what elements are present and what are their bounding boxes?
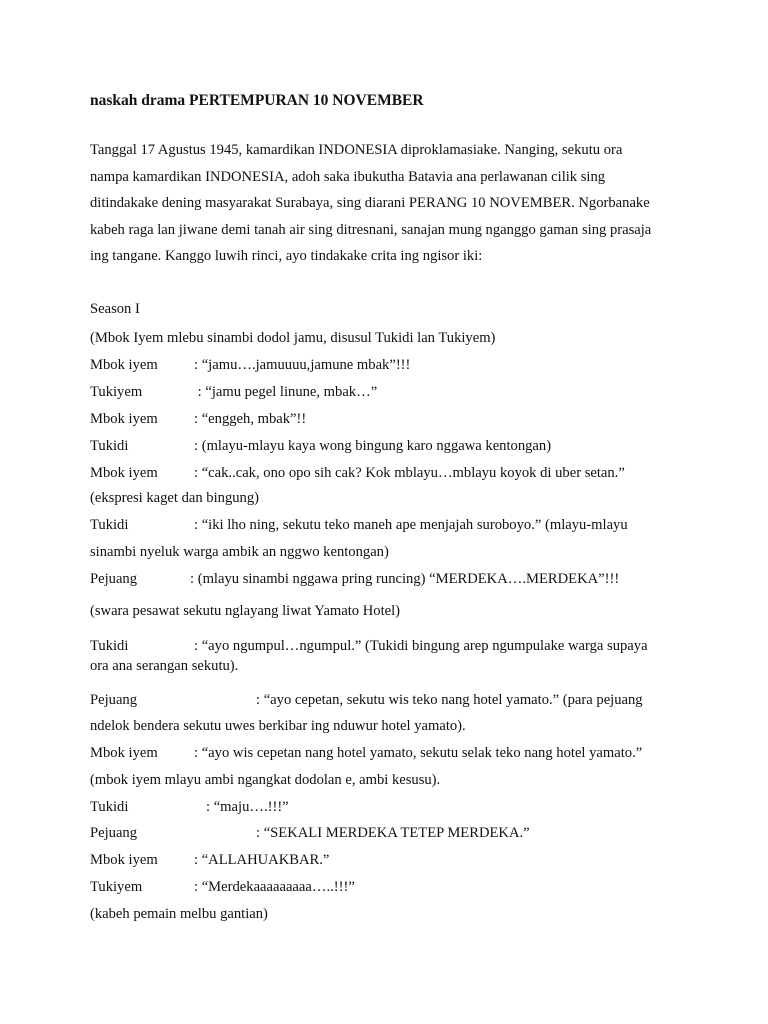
- script-line: [90, 716, 466, 736]
- script-line: [90, 601, 400, 621]
- speaker-name: Mbok iyem: [90, 465, 158, 481]
- script-text: : “jamu pegel linune, mbak…”: [194, 384, 378, 400]
- script-line: [90, 409, 306, 429]
- script-line: [90, 743, 642, 763]
- script-line: [90, 797, 289, 817]
- script-line: [90, 382, 377, 402]
- speaker-name: Pejuang: [90, 571, 138, 587]
- script-line: [90, 877, 355, 897]
- script-text: : “SEKALI MERDEKA TETEP MERDEKA.”: [256, 825, 530, 841]
- intro-line: ditindakake dening masyarakat Surabaya, sing diarani PERANG 10 NOVEMBER. Ngorbanake: [90, 195, 650, 212]
- season-heading: Season I: [90, 301, 140, 317]
- script-line: [90, 515, 628, 535]
- script-line: [90, 656, 238, 676]
- speaker-name: Pejuang: [90, 825, 138, 841]
- script-line: [90, 636, 648, 656]
- script-line: [90, 328, 495, 348]
- script-text: (mbok iyem mlayu ambi ngangkat dodolan e, ambi kesusu).: [90, 772, 441, 788]
- speaker-name: Tukidi: [90, 638, 129, 654]
- script-text: ora ana serangan sekutu).: [90, 658, 239, 674]
- script-line: [90, 850, 329, 870]
- script-line: [90, 463, 625, 483]
- script-text: : “maju….!!!”: [206, 799, 289, 815]
- script-text: : “enggeh, mbak”!!: [194, 411, 307, 427]
- script-text: ndelok bendera sekutu uwes berkibar ing nduwur hotel yamato).: [90, 718, 466, 734]
- script-text: (Mbok Iyem mlebu sinambi dodol jamu, disusul Tukidi lan Tukiyem): [90, 330, 496, 346]
- script-line: [90, 569, 619, 589]
- intro-line: kabeh raga lan jiwane demi tanah air sing ditresnani, sanajan mung nganggo gaman sing prasaja: [90, 221, 652, 238]
- speaker-name: Mbok iyem: [90, 357, 158, 373]
- speaker-name: Mbok iyem: [90, 852, 158, 868]
- script-line: [90, 690, 643, 710]
- script-text: : “Merdekaaaaaaaaa…..!!!”: [194, 879, 355, 895]
- script-line: [90, 770, 440, 790]
- document-title: naskah drama PERTEMPURAN 10 NOVEMBER: [90, 92, 424, 109]
- script-text: : “ayo wis cepetan nang hotel yamato, sekutu selak teko nang hotel yamato.”: [194, 745, 643, 761]
- script-line: [90, 355, 410, 375]
- script-text: : (mlayu-mlayu kaya wong bingung karo nggawa kentongan): [194, 438, 552, 454]
- script-text: : “ayo cepetan, sekutu wis teko nang hotel yamato.” (para pejuang: [256, 692, 643, 708]
- intro-line: ing tangane. Kanggo luwih rinci, ayo tindakake crita ing ngisor iki:: [90, 248, 483, 265]
- script-text: : “cak..cak, ono opo sih cak? Kok mblayu…mblayu koyok di uber setan.”: [194, 465, 625, 481]
- script-line: [90, 542, 389, 562]
- speaker-name: Tukidi: [90, 517, 129, 533]
- speaker-name: Tukidi: [90, 799, 129, 815]
- script-text: : “iki lho ning, sekutu teko maneh ape menjajah suroboyo.” (mlayu-mlayu: [194, 517, 628, 533]
- script-text: : “ayo ngumpul…ngumpul.” (Tukidi bingung arep ngumpulake warga supaya: [194, 638, 648, 654]
- speaker-name: Tukiyem: [90, 879, 143, 895]
- script-text: sinambi nyeluk warga ambik an nggwo kentongan): [90, 544, 389, 560]
- script-text: (ekspresi kaget dan bingung): [90, 490, 259, 506]
- speaker-name: Pejuang: [90, 692, 138, 708]
- script-line: [90, 823, 530, 843]
- script-text: : “jamu….jamuuuu,jamune mbak”!!!: [194, 357, 411, 373]
- intro-line: Tanggal 17 Agustus 1945, kamardikan INDONESIA diproklamasiake. Nanging, sekutu ora: [90, 142, 623, 158]
- speaker-name: Tukidi: [90, 438, 129, 454]
- script-line: [90, 904, 268, 924]
- script-text: (kabeh pemain melbu gantian): [90, 906, 268, 922]
- script-text: : (mlayu sinambi nggawa pring runcing) “MERDEKA….MERDEKA”!!!: [190, 571, 620, 587]
- intro-paragraph: [90, 140, 690, 273]
- speaker-name: Tukiyem: [90, 384, 143, 400]
- script-text: (swara pesawat sekutu nglayang liwat Yamato Hotel): [90, 603, 401, 619]
- script-line: [90, 436, 551, 456]
- script-line: [90, 488, 259, 508]
- speaker-name: Mbok iyem: [90, 745, 158, 761]
- intro-line: nampa kamardikan INDONESIA, adoh saka ibukutha Batavia ana perlawanan cilik sing: [90, 168, 606, 185]
- script-text: : “ALLAHUAKBAR.”: [194, 852, 330, 868]
- speaker-name: Mbok iyem: [90, 411, 158, 427]
